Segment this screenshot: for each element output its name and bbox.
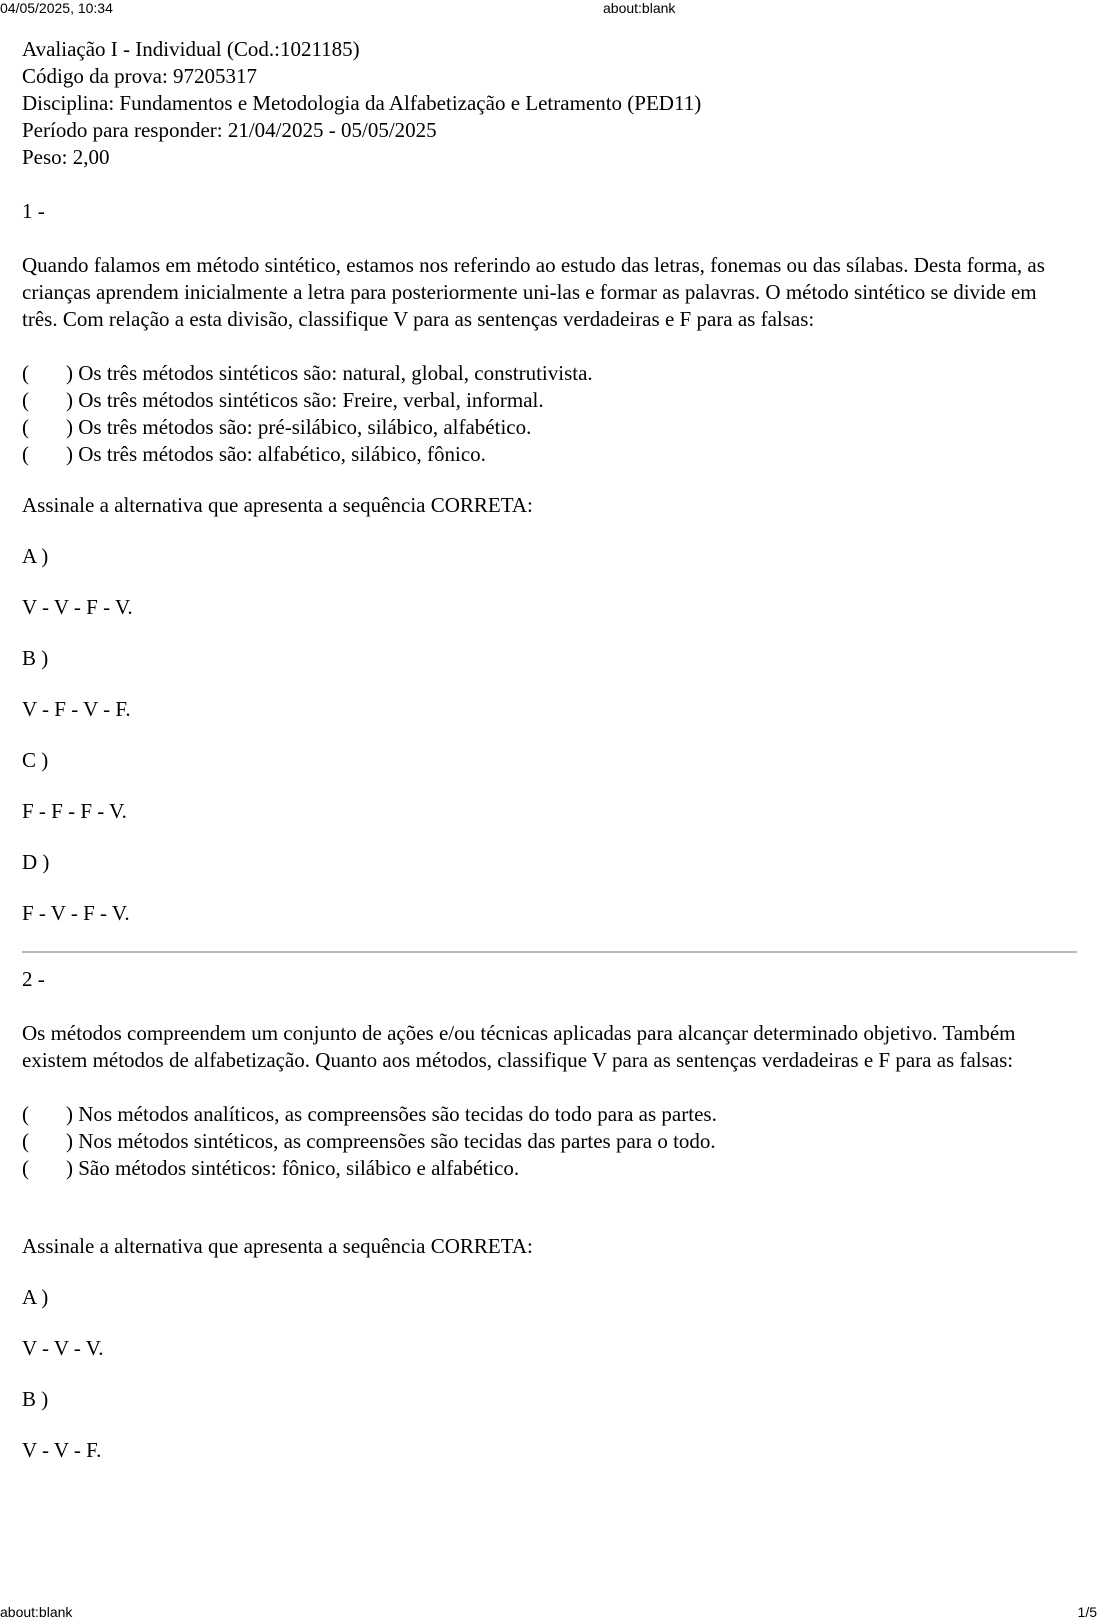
question-number: 1 - (22, 199, 45, 223)
exam-header (22, 36, 1077, 171)
statement-text: ) Nos métodos sintéticos, as compreensões são tecidas das partes para o todo. (66, 1129, 716, 1153)
print-datetime: 04/05/2025, 10:34 (0, 0, 113, 16)
statement-item (22, 1101, 1077, 1128)
exam-discipline: Disciplina: Fundamentos e Metodologia da Alfabetização e Letramento (PED11) (22, 91, 702, 115)
option-b-text[interactable]: V - V - F. (22, 1438, 102, 1462)
answer-blank: ( (22, 1102, 29, 1126)
option-a-letter[interactable]: A ) (22, 1285, 49, 1309)
question-1 (22, 198, 1077, 927)
exam-page (22, 36, 1077, 1464)
option-b-letter[interactable]: B ) (22, 646, 49, 670)
exam-code: Código da prova: 97205317 (22, 64, 258, 88)
statement-text: ) Os três métodos são: pré-silábico, silábico, alfabético. (66, 415, 532, 439)
answer-blank: ( (22, 388, 29, 412)
option-b-text[interactable]: V - F - V - F. (22, 697, 131, 721)
statement-item (22, 387, 1077, 414)
statement-text: ) São métodos sintéticos: fônico, silábico e alfabético. (66, 1156, 520, 1180)
question-instruction: Assinale a alternativa que apresenta a sequência CORRETA: (22, 493, 533, 517)
print-header (0, 0, 1097, 18)
statement-list (22, 1101, 1077, 1182)
statement-text: ) Os três métodos são: alfabético, silábico, fônico. (66, 442, 486, 466)
footer-url: about:blank (0, 1604, 73, 1620)
question-instruction: Assinale a alternativa que apresenta a sequência CORRETA: (22, 1234, 533, 1258)
print-footer (0, 1604, 1097, 1621)
exam-period: Período para responder: 21/04/2025 - 05/05/2025 (22, 118, 437, 142)
option-d-letter[interactable]: D ) (22, 850, 50, 874)
statement-text: ) Os três métodos sintéticos são: Freire, verbal, informal. (66, 388, 544, 412)
option-b-letter[interactable]: B ) (22, 1387, 49, 1411)
option-a-letter[interactable]: A ) (22, 544, 49, 568)
question-stem: Quando falamos em método sintético, estamos nos referindo ao estudo das letras, fonemas ou das sílabas. Desta forma, as crianças aprendem inicialmente a letra para posteriormente uni-las e formar as palavras. O método sintético se divide em três. Com relação a esta divisão, classifique V para as sentenças verdadeiras e F para as falsas: (22, 253, 1045, 331)
statement-list (22, 360, 1077, 468)
statement-item (22, 441, 1077, 468)
option-c-letter[interactable]: C ) (22, 748, 49, 772)
statement-item (22, 1128, 1077, 1155)
option-a-text[interactable]: V - V - V. (22, 1336, 104, 1360)
statement-text: ) Nos métodos analíticos, as compreensões são tecidas do todo para as partes. (66, 1102, 717, 1126)
answer-blank: ( (22, 415, 29, 439)
exam-title: Avaliação I - Individual (Cod.:1021185) (22, 37, 360, 61)
option-d-text[interactable]: F - V - F - V. (22, 901, 130, 925)
question-stem: Os métodos compreendem um conjunto de ações e/ou técnicas aplicadas para alcançar determinado objetivo. Também existem métodos de alfabetização. Quanto aos métodos, classifique V para as sentenças verdadeiras e F para as falsas: (22, 1021, 1016, 1072)
question-divider (22, 951, 1077, 953)
exam-weight: Peso: 2,00 (22, 145, 110, 169)
print-url: about:blank (603, 0, 676, 16)
statement-item (22, 414, 1077, 441)
statement-text: ) Os três métodos sintéticos são: natural, global, construtivista. (66, 361, 593, 385)
statement-item (22, 360, 1077, 387)
question-2 (22, 966, 1077, 1464)
answer-blank: ( (22, 442, 29, 466)
question-number: 2 - (22, 967, 45, 991)
answer-blank: ( (22, 1129, 29, 1153)
answer-blank: ( (22, 1156, 29, 1180)
statement-item (22, 1155, 1077, 1182)
answer-blank: ( (22, 361, 29, 385)
option-a-text[interactable]: V - V - F - V. (22, 595, 133, 619)
page-number: 1/5 (1077, 1604, 1097, 1620)
option-c-text[interactable]: F - F - F - V. (22, 799, 127, 823)
